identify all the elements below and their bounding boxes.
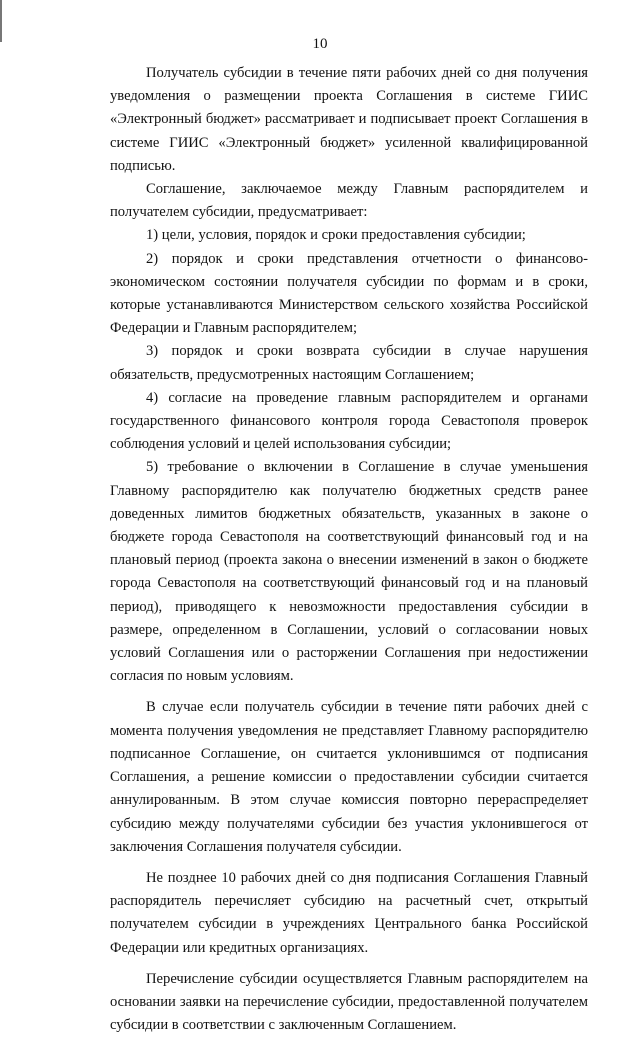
list-item: 3) порядок и сроки возврата субсидии в случае нарушения обязательств, предусмотренных настоящим Соглашением; [110,343,588,383]
list-item: 5) требование о включении в Соглашение в случае уменьшения Главному распорядителю как получателю бюджетных средств ранее доведенных лимитов бюджетных обязательств, указанных в законе о бюджете города Севастополя на соответствующий финансовый год и на плановый период (проекта закона о внесении изменений в закон о бюджете города Севастополя на соответствующий финансовый год и на плановый период), приводящего к невозможности предоставления субсидии в размере, определенном в Соглашении, условий о согласовании новых условий Соглашения или о расторжении Соглашения при недостижении согласия по новым условиям. [110,459,588,685]
list-item: 4) согласие на проведение главным распорядителем и органами государственного финансового контроля города Севастополя проверок соблюдения условий и целей использования субсидии; [110,389,588,453]
paragraph: Перечисление субсидии осуществляется Главным распорядителем на основании заявки на перечисление субсидии, предоставленной получателем субсидии в соответствии с заключенным Соглашением. [110,970,588,1034]
paragraph: В случае если получатель субсидии в течение пяти рабочих дней с момента получения уведомления не представляет Главному распорядителю подписанное Соглашение, он считается уклонившимся от подписания Соглашения, а решение комиссии о предоставлении субсидии считается аннулированным. В этом случае комиссия повторно перераспределяет субсидию между получателями субсидии без участия уклонившегося от заключения Соглашения получателя субсидии. [110,699,588,855]
list-item: 1) цели, условия, порядок и сроки предоставления субсидии; [146,227,526,244]
paragraph: Соглашение, заключаемое между Главным распорядителем и получателем субсидии, предусматривает: [110,181,588,221]
document-body [110,62,588,1037]
page-number: 10 [312,36,328,52]
paragraph: Получатель субсидии в течение пяти рабочих дней со дня получения уведомления о размещении проекта Соглашения в системе ГИИС «Электронный бюджет» рассматривает и подписывает проект Соглашения в системе ГИИС «Электронный бюджет» усиленной квалифицированной подписью. [110,65,588,174]
list-item: 2) порядок и сроки представления отчетности о финансово-экономическом состоянии получателя субсидии по формам и в сроки, которые устанавливаются Министерством сельского хозяйства Российской Федерации и Главным распорядителем; [110,250,588,337]
paragraph: Не позднее 10 рабочих дней со дня подписания Соглашения Главный распорядитель перечисляет субсидию на расчетный счет, открытый получателем субсидии в учреждениях Центрального банка Российской Федерации или кредитных организациях. [110,869,588,956]
